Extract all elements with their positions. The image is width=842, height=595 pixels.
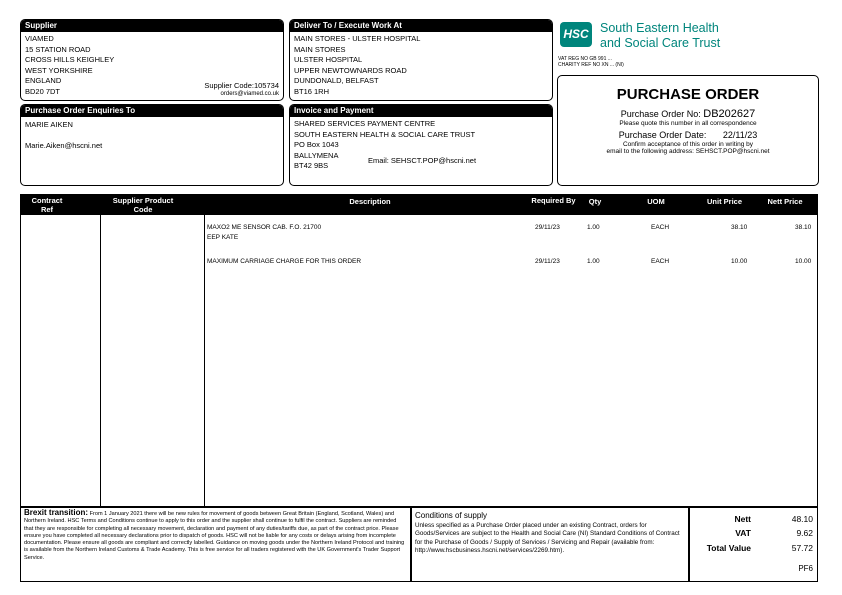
row-uom: EACH [651, 258, 670, 265]
po-number-label: Purchase Order No: [620, 109, 701, 119]
invoice-line: BT42 9BS [294, 161, 329, 170]
po-date-row [558, 130, 818, 140]
invoice-box [289, 104, 553, 186]
page-ref: PF6 [798, 564, 813, 573]
vat-value: 9.62 [796, 528, 813, 538]
table-header [21, 195, 817, 215]
deliver-line: UPPER NEWTOWNARDS ROAD [294, 65, 407, 75]
brexit-text: From 1 January 2021 there will be new rules for movement of goods between Great Britain (England, Scotland, Wales) and Northern Ireland. HSC Terms and Conditions continue to apply to this order and the supplier shall continue to fulfil the contract. Suppliers are reminded that they are responsible for completing all necessary movement, declaration and payment of any duties/tariffs due, as part of the contract price. Please ensure you have completed all necessary declarations prior to dispatch of goods. HSC will not be liable for any costs or delays arising from incomplete documentation. Please ensure all goods are compliant and correctly labelled. Guidance on moving goods under the Northern Ireland Protocol and training is available from the Northern Ireland Customs & Trade Academy. This is free service for all traders registered with the UK Government's Trader Support Service. [24, 511, 405, 561]
charity-ref: CHARITY REF NO XN ... (NI) [558, 62, 624, 68]
col-description: Description [349, 197, 391, 206]
brexit-notice [20, 507, 411, 582]
po-quote-note: Please quote this number in all correspondence [619, 120, 757, 127]
enquiries-name: MARIE AIKEN [25, 120, 73, 129]
po-confirm-note: Confirm acceptance of this order in writing by [622, 141, 754, 148]
trust-name-line: and Social Care Trust [600, 36, 721, 50]
col-nett-price: Nett Price [767, 197, 803, 206]
po-confirm-note: email to the following address: SEHSCT.POP@hscni.net [606, 148, 770, 155]
col-unit-price: Unit Price [706, 197, 742, 206]
vat-reg: VAT REG NO GB 991 ... [558, 56, 612, 62]
row-qty: 1.00 [587, 224, 600, 231]
supplier-line: ENGLAND [25, 76, 62, 85]
line-items-table [20, 194, 818, 507]
nett-value: 48.10 [791, 514, 813, 524]
conditions-heading: Conditions of supply [415, 511, 488, 520]
col-divider [204, 215, 205, 506]
col-supplier-code: Supplier Product Code [112, 196, 174, 214]
enquiries-email[interactable]: Marie.Aiken@hscni.net [25, 140, 103, 150]
col-uom: UOM [647, 197, 665, 206]
vat-label: VAT [735, 528, 751, 538]
totals-box [689, 507, 818, 582]
row-uom: EACH [651, 224, 670, 231]
col-contract: Contract Ref [31, 196, 63, 214]
deliver-address [290, 32, 552, 99]
invoice-line: SHARED SERVICES PAYMENT CENTRE [294, 119, 436, 128]
total-label: Total Value [706, 543, 751, 553]
supplier-line: VIAMED [25, 34, 54, 43]
invoice-heading: Invoice and Payment [290, 105, 552, 117]
supplier-heading: Supplier [21, 20, 283, 32]
nett-label: Nett [734, 514, 751, 524]
deliver-line: MAIN STORES - ULSTER HOSPITAL [294, 34, 421, 43]
conditions-text: Unless specified as a Purchase Order placed under an existing Contract, orders for Goods/Services are subject to the Health and Social Care (NI) Standard Conditions of Contract for the Purchase of Goods / Supply of Services / Servicing and Repair (available from: http://www.hscbusiness.hscni.net/services/2269.htm). [415, 522, 680, 554]
deliver-box [289, 19, 553, 101]
row-unit-price: 10.00 [731, 258, 748, 265]
supplier-line: CROSS HILLS KEIGHLEY [25, 55, 115, 64]
po-date-label: Purchase Order Date: [618, 130, 707, 140]
invoice-line: SOUTH EASTERN HEALTH & SOCIAL CARE TRUST [294, 129, 476, 139]
invoice-email[interactable]: Email: SEHSCT.POP@hscni.net [368, 156, 477, 165]
col-qty: Qty [588, 197, 602, 206]
row-nett-price: 10.00 [795, 258, 812, 265]
col-required: Required By [531, 196, 576, 205]
row-description: MAXIMUM CARRIAGE CHARGE FOR THIS ORDER [207, 258, 362, 265]
po-date: 22/11/23 [722, 130, 758, 140]
row-description-2: EEP KATE [207, 234, 239, 241]
invoice-address [290, 117, 552, 174]
po-number-row [558, 108, 818, 120]
po-title: PURCHASE ORDER [616, 86, 760, 103]
row-description: MAXO2 ME SENSOR CAB. F.O. 21700 [207, 224, 322, 231]
invoice-line: PO Box 1043 [294, 140, 339, 149]
supplier-code: Supplier Code:105734 [204, 81, 279, 90]
hsc-logo: HSC [560, 22, 592, 47]
col-divider [100, 215, 101, 506]
conditions-of-supply [411, 507, 689, 582]
trust-name [600, 21, 720, 51]
po-box [557, 75, 819, 186]
deliver-line: DUNDONALD, BELFAST [294, 76, 379, 85]
invoice-line: BALLYMENA [294, 150, 339, 160]
deliver-line: BT16 1RH [294, 86, 330, 96]
row-nett-price: 38.10 [795, 224, 812, 231]
deliver-line: MAIN STORES [294, 44, 346, 54]
enquiries-box [20, 104, 284, 186]
row-required: 29/11/23 [535, 258, 560, 265]
total-value: 57.72 [791, 543, 813, 553]
trust-name-line: South Eastern Health [600, 21, 719, 35]
row-qty: 1.00 [587, 258, 600, 265]
supplier-line: WEST YORKSHIRE [25, 65, 93, 75]
row-required: 29/11/23 [535, 224, 560, 231]
supplier-box [20, 19, 284, 101]
deliver-line: ULSTER HOSPITAL [294, 55, 363, 64]
po-number: DB202627 [703, 108, 756, 120]
row-unit-price: 38.10 [731, 224, 748, 231]
enquiries-heading: Purchase Order Enquiries To [21, 105, 283, 117]
supplier-line: 15 STATION ROAD [25, 44, 91, 54]
supplier-line: BD20 7DT [25, 86, 61, 96]
supplier-email[interactable]: orders@viamed.co.uk [220, 91, 279, 97]
deliver-heading: Deliver To / Execute Work At [290, 20, 552, 32]
brexit-heading: Brexit transition: [24, 508, 89, 517]
